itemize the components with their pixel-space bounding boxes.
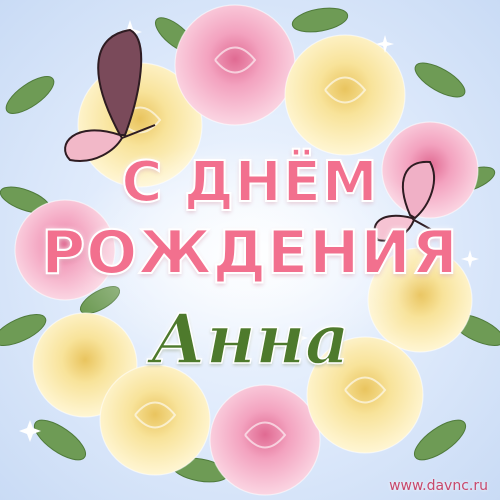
leaf <box>291 4 350 35</box>
leaf <box>1 70 59 120</box>
greeting-line-1: С ДНЁМ <box>121 150 379 215</box>
yellow-rose <box>100 365 210 475</box>
pink-rose <box>175 5 295 125</box>
leaf <box>409 413 472 467</box>
greeting-line-2: РОЖДЕНИЯ <box>41 218 459 288</box>
watermark[interactable]: www.davnc.ru <box>389 478 488 494</box>
leaf <box>29 413 92 467</box>
recipient-name: Анна <box>150 300 350 380</box>
leaf <box>410 56 469 103</box>
pink-rose <box>210 385 320 495</box>
yellow-rose <box>285 35 405 155</box>
